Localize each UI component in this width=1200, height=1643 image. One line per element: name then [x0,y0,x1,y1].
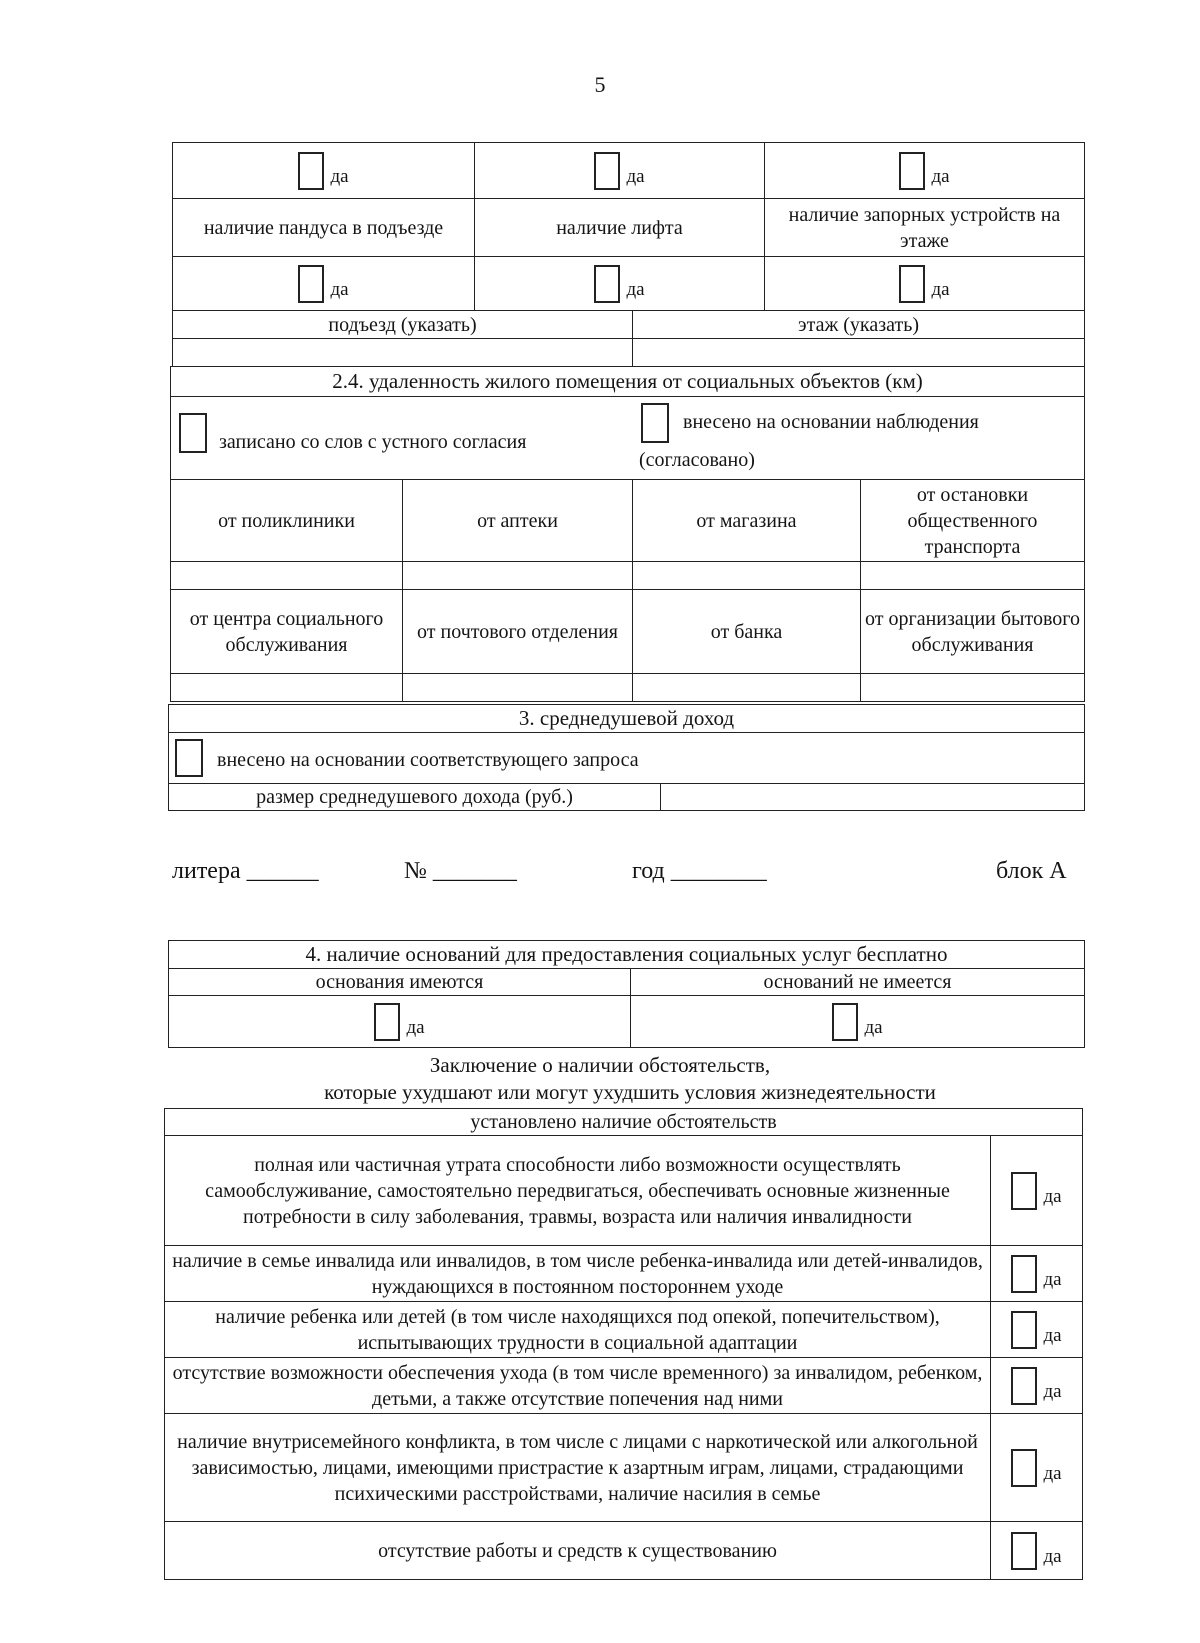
post-office-label: от почтового отделения [403,590,633,674]
ramp-checkbox-2[interactable] [298,265,324,303]
distance-table [170,366,1085,702]
bank-label: от банка [633,590,861,674]
grounds-heading: 4. наличие оснований для предоставления социальных услуг бесплатно [169,941,1085,969]
observation-checkbox[interactable] [641,403,669,443]
household-service-value[interactable] [861,674,1085,702]
entrance-label: подъезд (указать) [173,311,633,339]
circumstance-2-checkbox[interactable] [1011,1255,1037,1293]
entrance-floor-table [172,310,1085,367]
circumstance-4-checkbox[interactable] [1011,1367,1037,1405]
income-size-label: размер среднедушевого дохода (руб.) [169,784,661,811]
agreed-label: (согласовано) [639,449,755,471]
ramp-checkbox-1[interactable] [298,152,324,190]
floor-label: этаж (указать) [633,311,1085,339]
elevator-checkbox-1[interactable] [594,152,620,190]
oral-consent-checkbox[interactable] [179,413,207,453]
circumstance-4: отсутствие возможности обеспечения ухода (в том числе временного) за инвалидом, ребенком, детьми, а также отсутствие попечения над ними [165,1358,991,1414]
lock-checkbox-2[interactable] [899,265,925,303]
clinic-label: от поликлиники [171,480,403,562]
circumstance-1-checkbox[interactable] [1011,1172,1037,1210]
circumstance-6: отсутствие работы и средств к существованию [165,1522,991,1580]
income-table [168,704,1085,811]
income-size-value[interactable] [661,784,1085,811]
grounds-has-label: основания имеются [169,969,631,996]
conclusion-title-2: которые ухудшают или могут ухудшить условия жизнедеятельности [324,1080,936,1104]
grounds-has-not-label: оснований не имеется [631,969,1085,996]
entrance-value[interactable] [173,339,633,367]
elevator-checkbox-2[interactable] [594,265,620,303]
transport-stop-value[interactable] [861,562,1085,590]
ramp-label: наличие пандуса в подъезде [173,199,475,257]
circumstance-1: полная или частичная утрата способности либо возможности осуществлять самообслуживание, самостоятельно передвигаться, обеспечивать основные жизненные потребности в силу заболевания, травмы, возраста или наличия инвалидности [165,1136,991,1246]
elevator-label: наличие лифта [475,199,765,257]
clinic-value[interactable] [171,562,403,590]
oral-consent-label: записано со слов с устного согласия [219,431,527,453]
year-field[interactable]: год ________ [632,858,767,884]
bank-value[interactable] [633,674,861,702]
social-center-value[interactable] [171,674,403,702]
grounds-has-checkbox[interactable] [374,1003,400,1041]
page-number: 5 [594,72,606,97]
block-label: блок А [996,858,1067,884]
household-service-label: от организации бытового обслуживания [861,590,1085,674]
pharmacy-value[interactable] [403,562,633,590]
circumstance-6-checkbox[interactable] [1011,1532,1037,1570]
shop-value[interactable] [633,562,861,590]
circumstance-3: наличие ребенка или детей (в том числе находящихся под опекой, попечительством), испытывающих трудности в социальной адаптации [165,1302,991,1358]
income-heading: 3. среднедушевой доход [169,705,1085,733]
ramp-yes-cell: да [173,143,475,199]
transport-stop-label: от остановки общественного транспорта [861,480,1085,562]
litera-field[interactable]: литера ______ [172,858,319,884]
lock-checkbox-1[interactable] [899,152,925,190]
grounds-table: 4. наличие оснований для предоставления социальных услуг бесплатно основания имеются оснований не имеется да да [168,940,1085,1048]
circumstance-2: наличие в семье инвалида или инвалидов, в том числе ребенка-инвалида или детей-инвалидов, нуждающихся в постоянном постороннем уходе [165,1246,991,1302]
post-office-value[interactable] [403,674,633,702]
elevator-yes-cell: да [475,143,765,199]
social-center-label: от центра социального обслуживания [171,590,403,674]
circumstance-5: наличие внутрисемейного конфликта, в том числе с лицами с наркотической или алкогольной зависимостью, лицами, имеющими пристрастие к азартным играм, лицами, страдающими психическими расстройствами, наличие насилия в семье [165,1414,991,1522]
income-request-label: внесено на основании соответствующего запроса [217,749,639,772]
circumstance-5-checkbox[interactable] [1011,1449,1037,1487]
floor-value[interactable] [633,339,1085,367]
circumstance-3-checkbox[interactable] [1011,1311,1037,1349]
conclusion-title-1: Заключение о наличии обстоятельств, [429,1053,771,1077]
established-label: установлено наличие обстоятельств [165,1109,1083,1136]
grounds-has-not-checkbox[interactable] [832,1003,858,1041]
distance-heading: 2.4. удаленность жилого помещения от социальных объектов (км) [171,367,1085,397]
lock-label: наличие запорных устройств на этаже [765,199,1085,257]
pharmacy-label: от аптеки [403,480,633,562]
conclusion-table: установлено наличие обстоятельств полная или частичная утрата способности либо возможности осуществлять самообслуживание, самостоятельно передвигаться, обеспечивать основные жизненные потребности в силу заболевания, травмы, возраста или наличия инвалидности да наличие в семье инвалида или инвалидов, в том числе ребенка-инвалида или детей-инвалидов, нуждающихся в постоянном постороннем уходе да наличие ребенка или детей (в том числе находящихся под опекой, попечительством), испытывающих трудности в социальной адаптации да отсутствие возможности обеспечения ухода (в том числе временного) за инвалидом, ребенком, детьми, а также отсутствие попечения над ними да наличие внутрисемейного конфликта, в том числе с лицами с наркотической или алкогольной зависимостью, лицами, имеющими пристрастие к азартным играм, лицами, страдающими психическими расстройствами, наличие насилия в семье да отсутствие работы и средств к существованию да [164,1108,1083,1580]
shop-label: от магазина [633,480,861,562]
observation-label: внесено на основании наблюдения [683,411,979,433]
lock-yes-cell: да [765,143,1085,199]
amenities-table: да да да наличие пандуса в подъезде наличие лифта наличие запорных устройств на этаже да да да [172,142,1085,311]
number-field[interactable]: № _______ [404,858,517,884]
income-request-checkbox[interactable] [175,739,203,777]
